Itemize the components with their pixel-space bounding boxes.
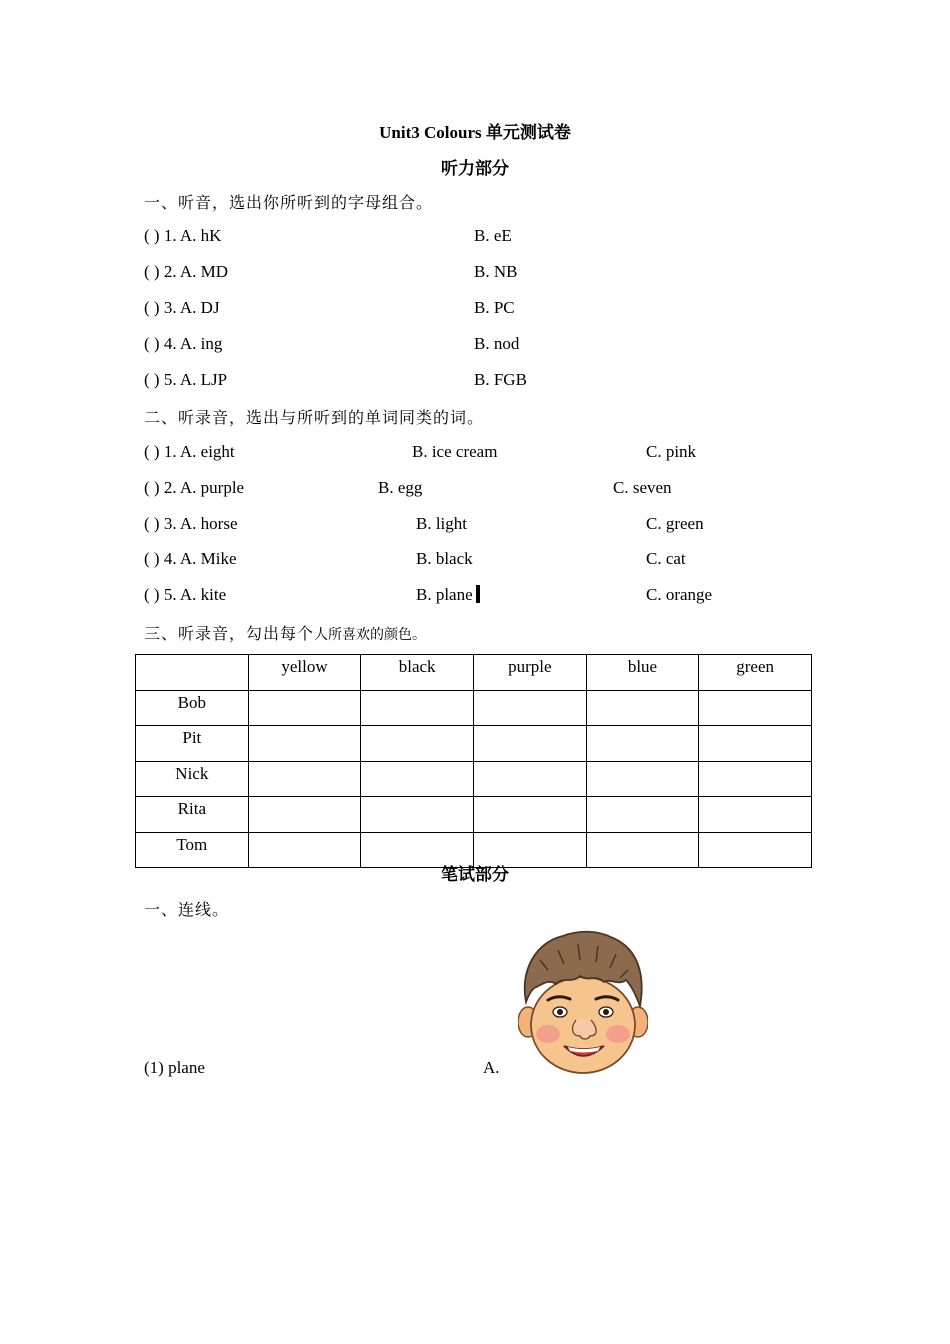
check-cell[interactable]	[248, 797, 361, 833]
check-cell[interactable]	[586, 797, 699, 833]
row-name-cell: Bob	[136, 690, 249, 726]
page-title: Unit3 Colours 单元测试卷	[379, 123, 571, 142]
row-name-cell: Rita	[136, 797, 249, 833]
s1-q2-option-a: ( ) 2. A. MD	[144, 262, 229, 281]
section3-instruction-main: 三、听录音，勾出每个	[144, 624, 315, 643]
check-cell[interactable]	[473, 690, 586, 726]
text-cursor	[476, 585, 480, 603]
check-cell[interactable]	[361, 797, 474, 833]
s1-q1-option-b: B. eE	[474, 226, 512, 245]
header-cell-yellow: yellow	[248, 655, 361, 691]
s1-q3-option-b: B. PC	[474, 298, 515, 317]
check-cell[interactable]	[586, 690, 699, 726]
check-cell[interactable]	[248, 690, 361, 726]
header-cell-black: black	[361, 655, 474, 691]
table-row	[136, 726, 812, 762]
s1-q4-option-b: B. nod	[474, 334, 520, 353]
header-cell-green: green	[699, 655, 812, 691]
s2-q5-option-a: ( ) 5. A. kite	[144, 585, 227, 604]
header-cell-purple: purple	[473, 655, 586, 691]
s1-q3-option-a: ( ) 3. A. DJ	[144, 298, 220, 317]
table-row	[136, 761, 812, 797]
s1-q5-option-b: B. FGB	[474, 370, 527, 389]
check-cell[interactable]	[699, 726, 812, 762]
check-cell[interactable]	[473, 726, 586, 762]
s1-q5-option-a: ( ) 5. A. LJP	[144, 370, 228, 389]
s1-q2-option-b: B. NB	[474, 262, 518, 281]
header-cell-blue: blue	[586, 655, 699, 691]
match-option-a: A.	[483, 1058, 500, 1077]
check-cell[interactable]	[586, 761, 699, 797]
check-cell[interactable]	[699, 797, 812, 833]
section3-instruction	[144, 621, 426, 644]
check-cell[interactable]	[473, 761, 586, 797]
section3-instruction-small: 人所喜欢的颜色。	[314, 627, 427, 643]
writing-section-title: 笔试部分	[441, 865, 509, 884]
row-name-cell: Tom	[136, 832, 249, 868]
color-preference-table	[135, 654, 812, 868]
check-cell[interactable]	[361, 690, 474, 726]
table-row	[136, 690, 812, 726]
listening-section-title: 听力部分	[441, 159, 509, 178]
check-cell[interactable]	[248, 761, 361, 797]
check-cell[interactable]	[361, 726, 474, 762]
check-cell[interactable]	[361, 761, 474, 797]
s2-q4-option-c: C. cat	[646, 549, 686, 568]
check-cell[interactable]	[586, 726, 699, 762]
section1-instruction: 一、听音，选出你所听到的字母组合。	[144, 193, 434, 212]
s2-q4-option-b: B. black	[416, 549, 473, 568]
s2-q4-option-a: ( ) 4. A. Mike	[144, 549, 237, 568]
writing-instruction: 一、连线。	[144, 900, 230, 919]
s2-q2-option-b: B. egg	[378, 478, 423, 497]
s1-q1-option-a: ( ) 1. A. hK	[144, 226, 222, 245]
s2-q5-option-b-wrap	[416, 585, 480, 605]
s2-q3-option-a: ( ) 3. A. horse	[144, 514, 238, 533]
s2-q2-option-c: C. seven	[613, 478, 672, 497]
s2-q1-option-a: ( ) 1. A. eight	[144, 442, 235, 461]
section2-instruction: 二、听录音，选出与所听到的单词同类的词。	[144, 408, 485, 427]
s2-q3-option-c: C. green	[646, 514, 704, 533]
check-cell[interactable]	[699, 761, 812, 797]
s2-q5-option-b: B. plane	[416, 585, 473, 604]
row-name-cell: Pit	[136, 726, 249, 762]
s2-q1-option-b: B. ice cream	[412, 442, 498, 461]
check-cell[interactable]	[699, 690, 812, 726]
check-cell[interactable]	[248, 726, 361, 762]
s2-q2-option-a: ( ) 2. A. purple	[144, 478, 245, 497]
boy-face-icon	[518, 930, 648, 1075]
s1-q4-option-a: ( ) 4. A. ing	[144, 334, 223, 353]
s2-q1-option-c: C. pink	[646, 442, 697, 461]
header-cell-empty	[136, 655, 249, 691]
row-name-cell: Nick	[136, 761, 249, 797]
s2-q5-option-c: C. orange	[646, 585, 713, 604]
s2-q3-option-b: B. light	[416, 514, 468, 533]
table-row	[136, 797, 812, 833]
match-item-1: (1) plane	[144, 1058, 205, 1077]
check-cell[interactable]	[473, 797, 586, 833]
table-header-row	[136, 655, 812, 691]
